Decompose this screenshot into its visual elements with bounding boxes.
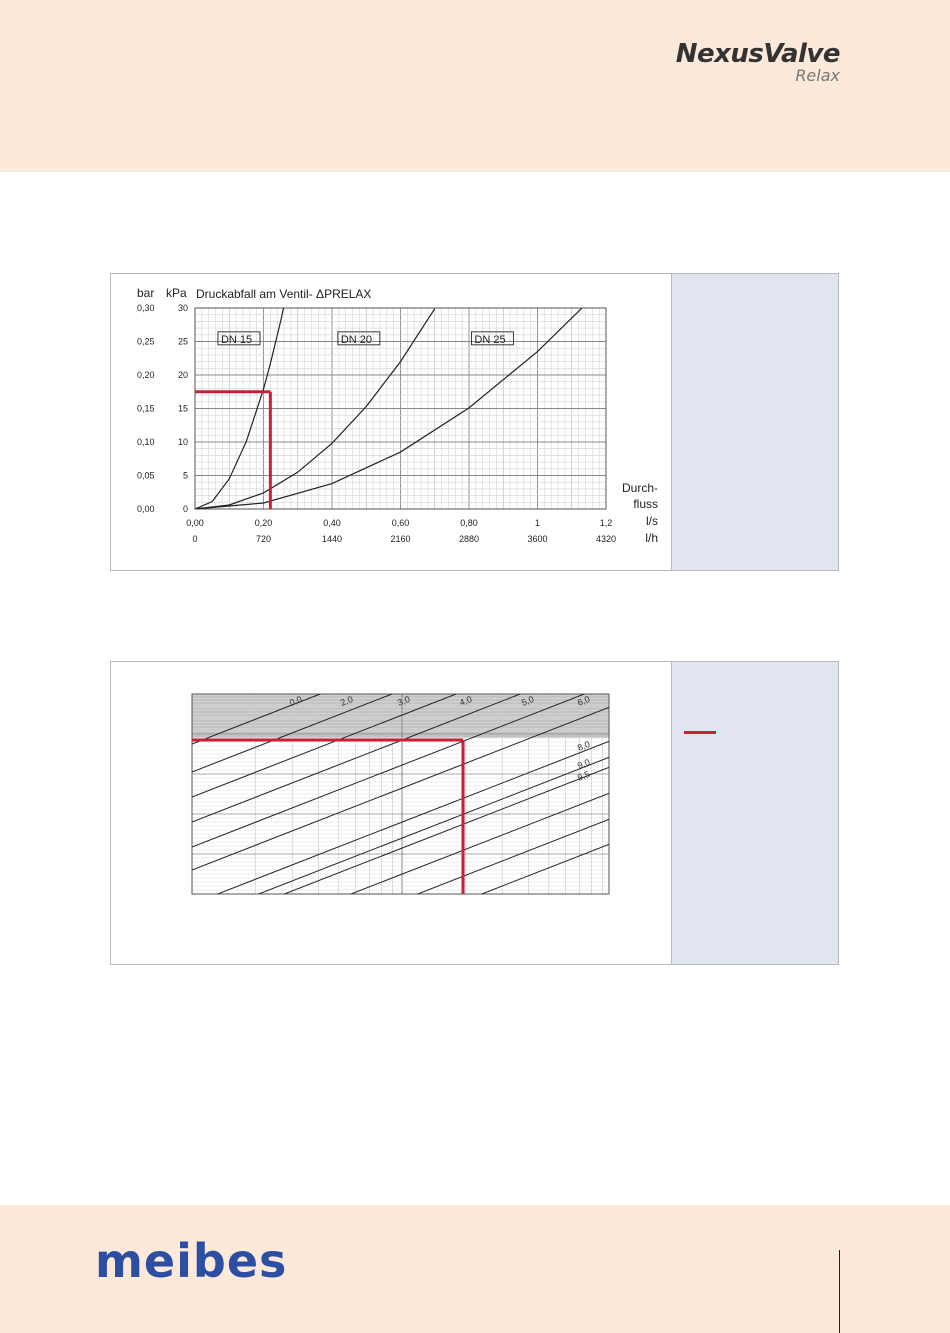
brand-main: NexusValve bbox=[675, 39, 840, 69]
setting-label: 4,0 bbox=[458, 693, 474, 708]
x-tick-lh: 2880 bbox=[458, 534, 480, 544]
unit-lh-label: l/h bbox=[645, 531, 658, 545]
page-footer bbox=[0, 1205, 950, 1333]
setting-line bbox=[192, 819, 609, 982]
setting-label: 0,0 bbox=[288, 693, 304, 708]
y-tick-bar: 0,10 bbox=[137, 437, 155, 447]
curve-label: DN 25 bbox=[474, 333, 506, 346]
x-tick-lh: 4320 bbox=[595, 534, 617, 544]
x-tick-ls: 1 bbox=[534, 518, 541, 528]
y-tick-kpa: 10 bbox=[177, 437, 188, 447]
flow-label: Durch- bbox=[621, 481, 658, 495]
x-tick-lh: 1440 bbox=[321, 534, 343, 544]
x-tick-lh: 720 bbox=[255, 534, 272, 544]
page-header bbox=[0, 0, 950, 172]
brand-sub: Relax bbox=[795, 66, 840, 85]
setting-line bbox=[192, 767, 609, 930]
y-tick-bar: 0,05 bbox=[137, 470, 155, 481]
setting-label: 9,5 bbox=[576, 768, 592, 783]
curve-label: DN 15 bbox=[220, 333, 253, 346]
setting-label: 6,0 bbox=[576, 693, 592, 708]
y-tick-bar: 0,25 bbox=[137, 336, 155, 347]
flow-label-2: fluss bbox=[633, 497, 658, 511]
x-tick-ls: 0,00 bbox=[186, 518, 204, 528]
chart1-title: Druckabfall am Ventil- ΔPRELAX bbox=[196, 287, 372, 301]
x-tick-ls: 0,40 bbox=[323, 518, 341, 528]
y-tick-kpa: 20 bbox=[177, 370, 188, 380]
x-tick-ls: 0,80 bbox=[460, 518, 478, 528]
meibes-logo: meibes bbox=[95, 1234, 288, 1288]
y-tick-bar: 0,00 bbox=[137, 504, 155, 514]
footer-divider bbox=[839, 1250, 840, 1333]
y-tick-bar: 0,15 bbox=[137, 403, 155, 414]
x-tick-lh: 0 bbox=[192, 534, 198, 544]
setting-label: 3,0 bbox=[396, 693, 412, 708]
unit-ls-label: l/s bbox=[646, 514, 658, 528]
y-tick-kpa: 30 bbox=[177, 303, 188, 313]
presetting-chart bbox=[111, 662, 840, 966]
y-tick-kpa: 0 bbox=[182, 504, 188, 514]
presetting-chart-panel bbox=[110, 661, 839, 965]
setting-label: 5,0 bbox=[520, 693, 536, 708]
setting-label: 8,0 bbox=[576, 738, 592, 753]
x-tick-ls: 0,20 bbox=[254, 518, 273, 528]
setting-label: 2,0 bbox=[339, 693, 355, 708]
brand-logo bbox=[676, 40, 840, 85]
x-tick-lh: 2160 bbox=[390, 534, 411, 544]
curve-label: DN 20 bbox=[340, 333, 373, 346]
y-tick-kpa: 5 bbox=[182, 470, 188, 481]
x-tick-lh: 3600 bbox=[527, 534, 548, 544]
setting-line bbox=[192, 844, 609, 1007]
setting-label: 9,0 bbox=[576, 756, 592, 771]
pressure-drop-chart-panel bbox=[110, 273, 839, 571]
unit-kpa-label: kPa bbox=[166, 286, 187, 300]
y-tick-kpa: 15 bbox=[177, 403, 188, 414]
y-tick-bar: 0,30 bbox=[137, 303, 155, 313]
y-tick-bar: 0,20 bbox=[137, 370, 155, 380]
x-tick-ls: 0,60 bbox=[391, 518, 410, 528]
x-tick-ls: 1,2 bbox=[599, 518, 613, 528]
y-tick-kpa: 25 bbox=[177, 336, 188, 347]
setting-line bbox=[192, 609, 609, 772]
unit-bar-label: bar bbox=[137, 286, 155, 300]
pressure-drop-chart bbox=[111, 274, 840, 572]
